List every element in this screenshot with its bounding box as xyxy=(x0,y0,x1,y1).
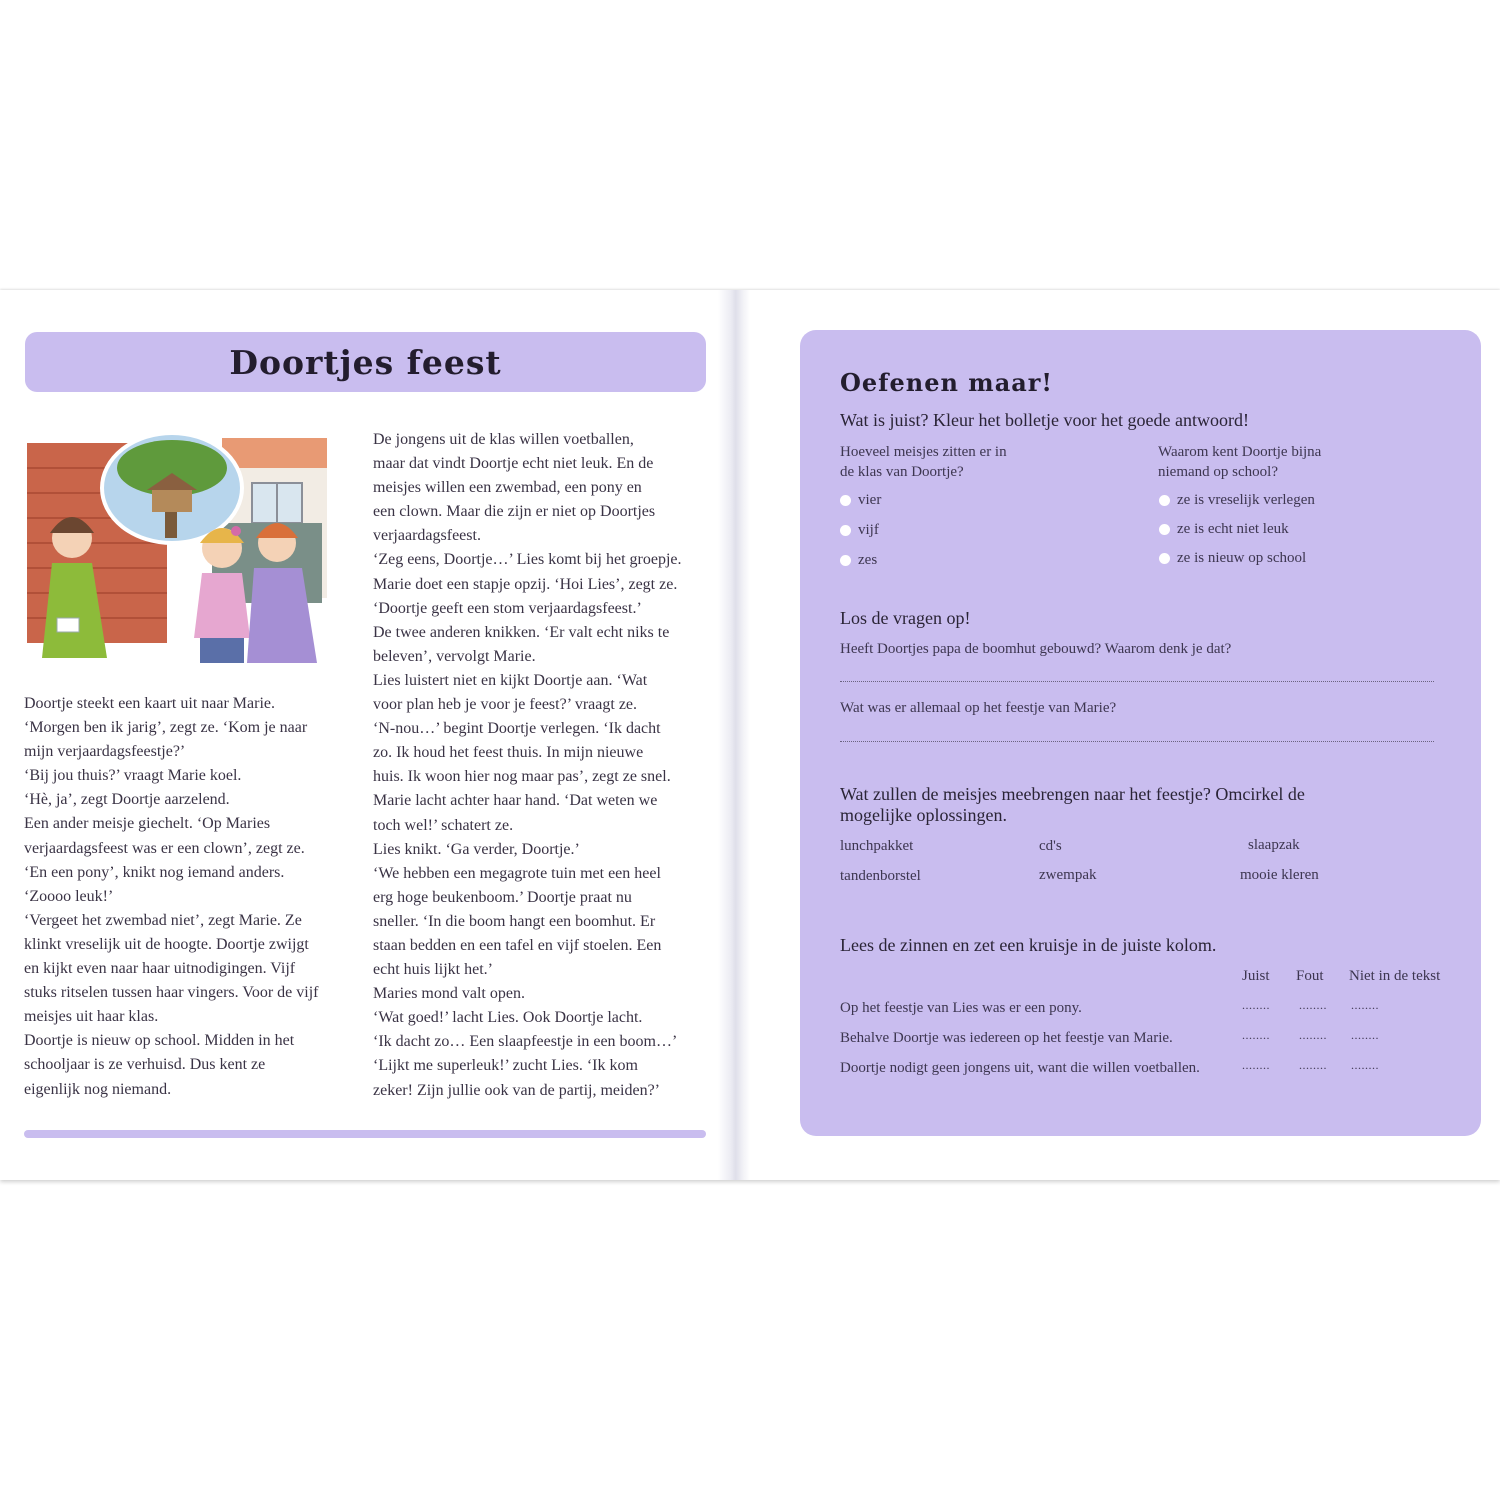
story-line: Een ander meisje giechelt. ‘Op Maries xyxy=(24,815,271,833)
story-line: schooljaar is ze verhuisd. Dus kent ze xyxy=(24,1056,266,1074)
story-line: verjaardagsfeest. xyxy=(373,527,481,545)
table-row-statement: Doortje nodigt geen jongens uit, want die willen voetballen. xyxy=(840,1060,1200,1076)
story-line: stuks ritselen tussen haar vingers. Voor de vijf xyxy=(24,984,319,1002)
circle-word[interactable]: tandenborstel xyxy=(840,868,921,884)
story-line: ‘Doortje geeft een stom verjaardagsfeest.’ xyxy=(373,599,642,617)
story-line: Lies knikt. ‘Ga verder, Doortje.’ xyxy=(373,840,580,858)
story-line: Marie lacht achter haar hand. ‘Dat weten we xyxy=(373,792,658,810)
story-line: Marie doet een stapje opzij. ‘Hoi Lies’, zegt ze. xyxy=(373,575,678,593)
story-line: De jongens uit de klas willen voetballen, xyxy=(373,431,634,448)
story-line: Doortje is nieuw op school. Midden in het xyxy=(24,1032,295,1050)
mc1-option[interactable]: vier xyxy=(840,492,881,509)
story-line: verjaardagsfeest was er een clown’, zegt ze. xyxy=(24,839,305,857)
book-spread xyxy=(0,290,1500,1180)
story-line: zo. Ik houd het feest thuis. In mijn nieuwe xyxy=(373,744,644,762)
answer-cell[interactable]: ........ xyxy=(1299,1028,1327,1042)
answer-cell[interactable]: ........ xyxy=(1351,1028,1379,1042)
open-question-2: Wat was er allemaal op het feestje van Marie? xyxy=(840,700,1117,716)
page-title: Doortjes feest xyxy=(229,342,502,382)
story-line: toch wel!’ schatert ze. xyxy=(373,816,514,834)
bottom-rule xyxy=(24,1130,706,1138)
story-line: klinkt vreselijk uit de hoogte. Doortje zwijgt xyxy=(24,935,309,953)
story-line: erg hoge beukenboom.’ Doortje praat nu xyxy=(373,888,632,906)
story-line: ‘Zeg eens, Doortje…’ Lies komt bij het groepje. xyxy=(373,551,682,569)
story-line: voor plan heb je voor je feest?’ vraagt ze. xyxy=(373,696,638,714)
column-niet-in-de-tekst: Niet in de tekst xyxy=(1349,968,1441,984)
radio-circle-icon[interactable] xyxy=(840,555,851,566)
answer-cell[interactable]: ........ xyxy=(1351,998,1379,1012)
circle-word[interactable]: mooie kleren xyxy=(1240,867,1319,883)
story-line: een clown. Maar die zijn er niet op Doortjes xyxy=(373,503,656,521)
radio-circle-icon[interactable] xyxy=(840,525,851,536)
story-column-right xyxy=(373,428,713,1103)
story-line: ‘N-nou…’ begint Doortje verlegen. ‘Ik dacht xyxy=(373,720,661,738)
exercise-panel xyxy=(800,330,1481,1136)
answer-cell[interactable]: ........ xyxy=(1299,998,1327,1012)
story-line: Doortje steekt een kaart uit naar Marie. xyxy=(24,695,275,712)
story-line: sneller. ‘In die boom hangt een boomhut. Er xyxy=(373,912,656,930)
story-line: ‘Hè, ja’, zegt Doortje aarzelend. xyxy=(24,791,230,809)
table-row-statement: Op het feestje van Lies was er een pony. xyxy=(840,1000,1082,1016)
mc2-question: Waarom kent Doortje bijna niemand op school? xyxy=(1158,444,1322,480)
circle-word[interactable]: zwempak xyxy=(1039,867,1097,883)
story-line: De twee anderen knikken. ‘Er valt echt niks te xyxy=(373,623,670,641)
mc1-option[interactable]: zes xyxy=(840,552,877,569)
column-juist: Juist xyxy=(1242,968,1270,984)
answer-cell[interactable]: ........ xyxy=(1242,1028,1270,1042)
story-line: ‘Ik dacht zo… Een slaapfeestje in een boom…’ xyxy=(373,1033,678,1051)
story-line: ‘Vergeet het zwembad niet’, zegt Marie. Ze xyxy=(24,911,302,929)
radio-circle-icon[interactable] xyxy=(1159,524,1170,535)
story-line: ‘Morgen ben ik jarig’, zegt ze. ‘Kom je naar xyxy=(24,719,308,737)
table-heading: Lees de zinnen en zet een kruisje in de juiste kolom. xyxy=(840,935,1217,955)
answer-cell[interactable]: ........ xyxy=(1242,998,1270,1012)
answer-cell[interactable]: ........ xyxy=(1299,1058,1327,1072)
radio-circle-icon[interactable] xyxy=(1159,553,1170,564)
exercise-heading: Oefenen maar! xyxy=(840,368,1053,397)
story-line: en kijkt even naar haar uitnodigingen. Vijf xyxy=(24,960,296,978)
story-line: ‘Lijkt me superleuk!’ zucht Lies. ‘Ik kom xyxy=(373,1057,638,1075)
story-line: ‘Bij jou thuis?’ vraagt Marie koel. xyxy=(24,767,242,785)
mc2-option[interactable]: ze is nieuw op school xyxy=(1159,550,1306,567)
story-line: maar dat vindt Doortje echt niet leuk. En de xyxy=(373,455,654,473)
mc2-option[interactable]: ze is echt niet leuk xyxy=(1159,521,1289,538)
story-line: beleven’, vervolgt Marie. xyxy=(373,647,536,665)
story-line: staan bedden en een tafel en vijf stoelen. Een xyxy=(373,936,662,954)
story-line: Lies luistert niet en kijkt Doortje aan. ‘Wat xyxy=(373,671,648,689)
answer-cell[interactable]: ........ xyxy=(1242,1058,1270,1072)
story-line: Maries mond valt open. xyxy=(373,985,525,1003)
story-line: meisjes uit haar klas. xyxy=(24,1008,159,1026)
story-line: eigenlijk nog niemand. xyxy=(24,1080,172,1098)
open-questions-heading: Los de vragen op! xyxy=(840,608,971,628)
answer-line-2[interactable] xyxy=(840,740,1434,742)
story-line: ‘Wat goed!’ lacht Lies. Ook Doortje lacht. xyxy=(373,1009,643,1027)
story-column-left xyxy=(24,692,364,1102)
story-line: huis. Ik woon hier nog maar pas’, zegt ze snel. xyxy=(373,768,671,786)
story-line: ‘We hebben een megagrote tuin met een heel xyxy=(373,864,661,882)
radio-circle-icon[interactable] xyxy=(1159,495,1170,506)
story-line: ‘Zoooo leuk!’ xyxy=(24,887,114,905)
title-banner xyxy=(25,332,706,392)
circle-word[interactable]: slaapzak xyxy=(1248,837,1300,853)
circle-word[interactable]: lunchpakket xyxy=(840,838,914,854)
story-illustration xyxy=(22,428,327,673)
open-question-1: Heeft Doortjes papa de boomhut gebouwd? Waarom denk je dat? xyxy=(840,641,1232,657)
mc1-option[interactable]: vijf xyxy=(840,522,879,539)
circle-heading: Wat zullen de meisjes meebrengen naar het feestje? Omcirkel de mogelijke oplossingen. xyxy=(840,784,1305,825)
story-line: echt huis lijkt het.’ xyxy=(373,961,493,979)
story-line: meisjes willen een zwembad, een pony en xyxy=(373,479,642,497)
radio-circle-icon[interactable] xyxy=(840,495,851,506)
table-row-statement: Behalve Doortje was iedereen op het feestje van Marie. xyxy=(840,1030,1173,1046)
circle-word[interactable]: cd's xyxy=(1039,838,1062,854)
mc2-option[interactable]: ze is vreselijk verlegen xyxy=(1159,492,1315,509)
answer-line-1[interactable] xyxy=(840,680,1434,682)
book-gutter xyxy=(718,290,750,1180)
answer-cell[interactable]: ........ xyxy=(1351,1058,1379,1072)
story-line: ‘En een pony’, knikt nog iemand anders. xyxy=(24,863,285,881)
story-line: zeker! Zijn jullie ook van de partij, meiden?’ xyxy=(373,1081,660,1099)
story-line: mijn verjaardagsfeestje?’ xyxy=(24,743,186,761)
mc-instruction: Wat is juist? Kleur het bolletje voor het goede antwoord! xyxy=(840,410,1249,430)
column-fout: Fout xyxy=(1296,968,1324,984)
mc1-question: Hoeveel meisjes zitten er in de klas van Doortje? xyxy=(840,444,1007,480)
